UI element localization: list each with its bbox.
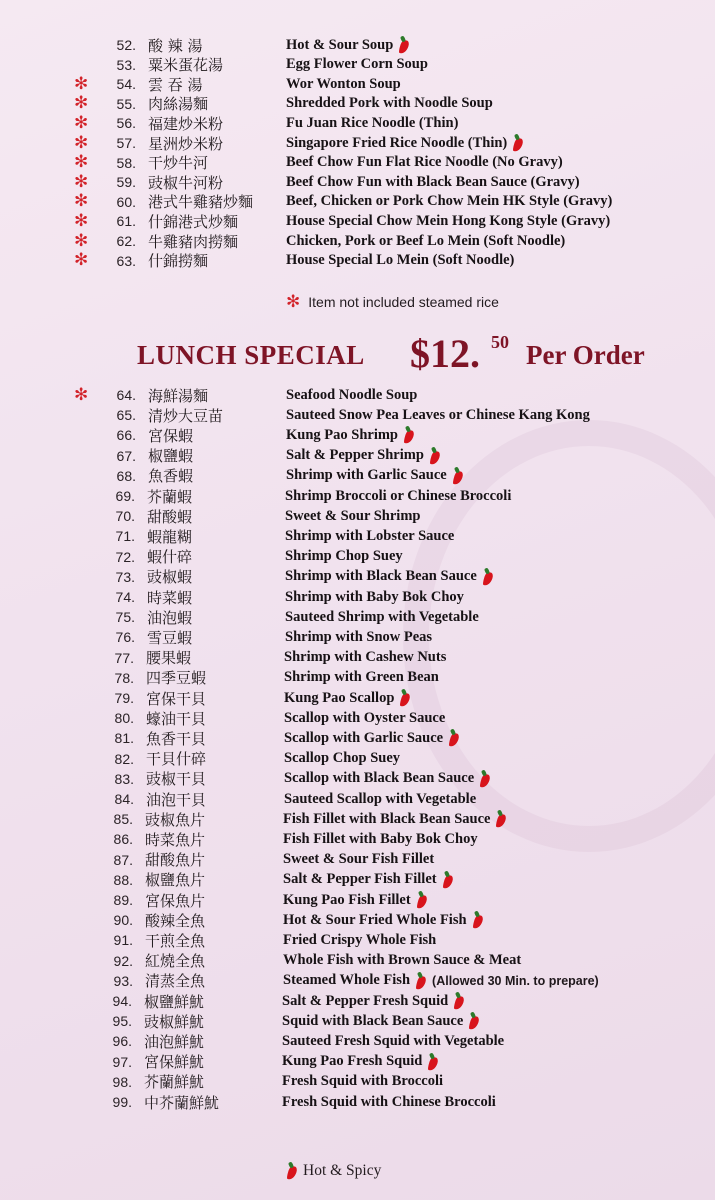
menu-item (74, 230, 566, 251)
menu-item (96, 1072, 443, 1092)
item-english-name: Hot & Sour Soup (286, 36, 394, 53)
item-english-name: Salt & Pepper Fresh Squid (282, 992, 449, 1009)
item-number: 63. (116, 252, 136, 269)
item-chinese-name: 油泡蝦 (147, 608, 193, 627)
item-english-name: Shrimp with Green Bean (284, 669, 439, 686)
item-number: 56. (116, 115, 136, 132)
item-english-name: Shrimp Chop Suey (285, 548, 403, 565)
item-english-name: Scallop Chop Suey (284, 750, 401, 767)
chili-pepper-icon (482, 568, 493, 586)
item-number: 88. (113, 871, 133, 888)
menu-item (96, 1092, 496, 1112)
item-number: 99. (112, 1094, 132, 1110)
asterisk-icon: ✻ (74, 112, 89, 133)
item-chinese-name: 甜酸蝦 (147, 507, 193, 526)
item-chinese-name: 甜酸魚片 (145, 851, 206, 870)
item-number: 92. (113, 952, 133, 969)
menu-item (74, 191, 613, 212)
item-number: 74. (115, 589, 135, 605)
menu-item (97, 951, 521, 971)
item-english-name: Fried Crispy Whole Fish (283, 931, 437, 948)
item-chinese-name: 中芥蘭鮮魷 (144, 1093, 220, 1112)
item-chinese-name: 紅燒全魚 (145, 952, 206, 971)
footnote (286, 292, 499, 312)
item-chinese-name: 蝦什碎 (147, 548, 193, 567)
item-english-name: Shrimp with Snow Peas (285, 628, 433, 645)
chili-pepper-icon (512, 134, 523, 152)
item-number: 90. (113, 912, 133, 929)
menu-item (96, 1011, 479, 1031)
item-number: 70. (115, 508, 135, 525)
item-chinese-name: 港式牛雞豬炒麵 (148, 193, 254, 212)
item-english-name: Kung Pao Scallop (284, 689, 395, 706)
item-chinese-name: 椒鹽蝦 (148, 447, 194, 466)
chili-pepper-icon (416, 891, 427, 909)
item-english-name: Beef, Chicken or Pork Chow Mein HK Style (Gravy) (286, 193, 613, 210)
item-chinese-name: 宮保鮮魷 (144, 1053, 205, 1072)
item-english-name: Fu Juan Rice Noodle (Thin) (286, 114, 459, 131)
menu-item (100, 55, 428, 75)
lunch-special-heading (137, 330, 697, 378)
item-english-name: Singapore Fried Rice Noodle (Thin) (286, 134, 508, 151)
item-number: 64. (116, 387, 136, 403)
chili-pepper-icon (398, 36, 409, 54)
item-chinese-name: 椒鹽鮮魷 (144, 992, 205, 1011)
item-note: (Allowed 30 Min. to prepare) (432, 973, 599, 988)
menu-item (74, 152, 563, 173)
menu-item (98, 728, 459, 748)
menu-item (97, 890, 427, 910)
item-number: 82. (114, 750, 134, 767)
asterisk-icon: ✻ (74, 152, 89, 173)
menu-item (96, 991, 464, 1011)
item-chinese-name: 豉椒魚片 (145, 810, 206, 829)
menu-item (97, 971, 599, 991)
price-suffix: Per Order (526, 340, 645, 370)
chili-pepper-icon (472, 911, 483, 929)
menu-item (98, 648, 446, 668)
menu-item (98, 708, 445, 728)
item-english-name: Shrimp with Baby Bok Choy (285, 588, 464, 605)
item-number: 58. (116, 154, 136, 171)
item-number: 83. (114, 770, 134, 787)
item-number: 98. (112, 1073, 132, 1090)
item-number: 81. (114, 730, 134, 747)
menu-item (98, 688, 410, 708)
item-chinese-name: 豉椒鮮魷 (144, 1012, 205, 1031)
item-english-name: House Special Lo Mein (Soft Noodle) (286, 252, 515, 269)
item-number: 79. (114, 690, 134, 706)
item-chinese-name: 福建炒米粉 (148, 114, 224, 133)
item-english-name: Kung Pao Fresh Squid (282, 1053, 423, 1070)
chili-pepper-icon (286, 1162, 297, 1180)
item-english-name: Steamed Whole Fish (283, 972, 411, 989)
item-number: 54. (116, 76, 136, 93)
asterisk-icon: ✻ (74, 250, 89, 271)
menu-item (100, 466, 463, 486)
item-number: 55. (116, 95, 136, 112)
item-number: 72. (115, 548, 135, 565)
item-english-name: Shrimp Broccoli or Chinese Broccoli (285, 487, 512, 504)
legend-text: Hot & Spicy (303, 1162, 382, 1179)
item-chinese-name: 雪豆蝦 (147, 628, 193, 647)
item-number: 67. (116, 447, 136, 464)
item-english-name: Seafood Noodle Soup (286, 386, 418, 403)
item-english-name: Kung Pao Shrimp (286, 426, 398, 443)
item-english-name: Shrimp with Black Bean Sauce (285, 568, 477, 585)
item-chinese-name: 豉椒牛河粉 (148, 173, 224, 192)
menu-item (100, 446, 440, 466)
item-chinese-name: 油泡干貝 (146, 790, 207, 809)
item-chinese-name: 宮保干貝 (146, 689, 207, 708)
asterisk-icon: ✻ (74, 384, 89, 405)
item-english-name: Sauteed Fresh Squid with Vegetable (282, 1032, 505, 1049)
item-number: 78. (114, 669, 134, 686)
item-number: 89. (113, 892, 133, 908)
item-number: 80. (114, 710, 134, 727)
menu-item (98, 789, 476, 809)
item-number: 68. (116, 467, 136, 484)
item-number: 52. (116, 37, 136, 53)
menu-item (74, 93, 493, 114)
menu-item (74, 210, 611, 231)
item-english-name: Fish Fillet with Baby Bok Choy (283, 830, 478, 847)
item-chinese-name: 魚香干貝 (146, 729, 207, 748)
menu-item (99, 587, 464, 607)
item-number: 71. (115, 528, 135, 545)
item-english-name: Sauteed Scallop with Vegetable (284, 790, 477, 807)
item-english-name: Shrimp with Garlic Sauce (286, 467, 447, 484)
item-chinese-name: 酸辣全魚 (145, 911, 206, 930)
item-chinese-name: 魚香蝦 (148, 467, 194, 486)
item-english-name: Salt & Pepper Shrimp (286, 447, 424, 464)
item-number: 95. (112, 1013, 132, 1030)
item-chinese-name: 牛雞豬肉撈麵 (148, 232, 239, 251)
chili-pepper-icon (442, 871, 453, 889)
item-chinese-name: 星洲炒米粉 (148, 134, 224, 153)
item-english-name: Sauteed Snow Pea Leaves or Chinese Kang Kong (286, 406, 590, 423)
item-number: 76. (115, 629, 135, 646)
item-number: 97. (112, 1053, 132, 1070)
item-english-name: Sweet & Sour Shrimp (285, 507, 421, 524)
item-number: 60. (116, 193, 136, 210)
item-english-name: Sauteed Shrimp with Vegetable (285, 608, 479, 625)
item-number: 87. (113, 851, 133, 868)
menu-item (100, 405, 590, 425)
item-chinese-name: 蠔油干貝 (146, 709, 207, 728)
item-chinese-name: 時菜蝦 (147, 588, 193, 607)
item-english-name: Salt & Pepper Fish Fillet (283, 871, 437, 888)
item-number: 59. (116, 174, 136, 191)
chili-pepper-icon (453, 992, 464, 1010)
item-chinese-name: 雲 吞 湯 (148, 75, 203, 94)
item-english-name: Hot & Sour Fried Whole Fish (283, 911, 467, 928)
chili-pepper-icon (427, 1053, 438, 1071)
menu-item (97, 910, 483, 930)
footnote-text: Item not included steamed rice (308, 294, 499, 310)
item-english-name: Wor Wonton Soup (286, 75, 401, 92)
item-english-name: Scallop with Oyster Sauce (284, 709, 446, 726)
item-chinese-name: 海鮮湯麵 (148, 386, 209, 405)
item-number: 93. (113, 972, 133, 989)
lunch-special-label: LUNCH SPECIAL (137, 340, 365, 370)
asterisk-icon: ✻ (74, 230, 89, 251)
item-chinese-name: 清炒大豆苗 (148, 406, 224, 425)
item-number: 75. (115, 609, 135, 626)
item-chinese-name: 什錦港式炒麵 (148, 212, 239, 231)
menu-item (97, 829, 478, 849)
menu-item (74, 171, 580, 192)
chili-pepper-icon (429, 447, 440, 465)
item-chinese-name: 豉椒蝦 (147, 568, 193, 587)
item-english-name: Shrimp with Cashew Nuts (284, 649, 447, 666)
item-number: 91. (113, 932, 133, 949)
item-number: 84. (114, 791, 134, 807)
item-english-name: Kung Pao Fish Fillet (283, 891, 411, 908)
asterisk-icon: ✻ (74, 191, 89, 212)
item-english-name: Shredded Pork with Noodle Soup (286, 95, 493, 112)
price-cents: 50 (491, 332, 509, 352)
item-english-name: House Special Chow Mein Hong Kong Style (Gravy) (286, 212, 611, 229)
item-english-name: Beef Chow Fun with Black Bean Sauce (Gravy) (286, 173, 580, 190)
item-english-name: Chicken, Pork or Beef Lo Mein (Soft Noodle) (286, 232, 566, 249)
menu-item (97, 809, 506, 829)
item-english-name: Squid with Black Bean Sauce (282, 1012, 464, 1029)
menu-item (74, 112, 459, 133)
item-number: 69. (115, 488, 135, 504)
menu-item (99, 526, 454, 546)
item-chinese-name: 時菜魚片 (145, 830, 206, 849)
item-chinese-name: 宮保蝦 (148, 426, 194, 445)
menu-item (74, 132, 523, 153)
item-chinese-name: 肉絲湯麵 (148, 95, 209, 114)
item-chinese-name: 蝦龍糊 (147, 527, 193, 546)
item-chinese-name: 清蒸全魚 (145, 972, 206, 991)
item-number: 77. (114, 649, 134, 666)
item-number: 57. (116, 135, 136, 151)
item-number: 66. (116, 427, 136, 444)
asterisk-icon: ✻ (74, 171, 89, 192)
menu-item (96, 1031, 504, 1051)
menu-item (98, 769, 490, 789)
menu-item (99, 627, 432, 647)
item-english-name: Scallop with Black Bean Sauce (284, 770, 475, 787)
item-chinese-name: 宮保魚片 (145, 891, 206, 910)
item-english-name: Whole Fish with Brown Sauce & Meat (283, 952, 522, 969)
item-english-name: Egg Flower Corn Soup (286, 56, 428, 73)
chili-pepper-icon (452, 467, 463, 485)
asterisk-icon: ✻ (74, 132, 89, 153)
chili-pepper-icon (479, 770, 490, 788)
item-number: 62. (116, 233, 136, 249)
menu-item (97, 870, 453, 890)
menu-item (74, 73, 401, 94)
menu-item (74, 250, 515, 271)
item-number: 85. (113, 811, 133, 828)
item-english-name: Scallop with Garlic Sauce (284, 729, 444, 746)
item-chinese-name: 芥蘭鮮魷 (144, 1073, 205, 1092)
item-chinese-name: 豉椒干貝 (146, 770, 207, 789)
item-english-name: Fresh Squid with Chinese Broccoli (282, 1093, 496, 1110)
item-english-name: Beef Chow Fun Flat Rice Noodle (No Gravy) (286, 154, 563, 171)
item-number: 94. (112, 993, 132, 1009)
item-chinese-name: 干煎全魚 (145, 931, 206, 950)
menu-item (99, 486, 511, 506)
item-chinese-name: 油泡鮮魷 (144, 1032, 205, 1051)
item-number: 65. (116, 407, 136, 424)
asterisk-icon: ✻ (74, 210, 89, 231)
item-number: 86. (113, 831, 133, 848)
menu-item (97, 930, 436, 950)
menu-item (100, 35, 409, 55)
item-chinese-name: 粟米蛋花湯 (148, 56, 224, 75)
item-english-name: Shrimp with Lobster Sauce (285, 527, 455, 544)
menu-item (100, 425, 414, 445)
item-number: 61. (116, 213, 136, 230)
menu-item (96, 1052, 438, 1072)
chili-pepper-icon (399, 689, 410, 707)
chili-pepper-icon (448, 729, 459, 747)
item-chinese-name: 干炒牛河 (148, 154, 209, 173)
menu-item (99, 547, 403, 567)
item-number: 53. (116, 56, 136, 73)
chili-pepper-icon (415, 972, 426, 990)
asterisk-icon: ✻ (286, 292, 301, 312)
menu-item (98, 749, 400, 769)
chili-pepper-icon (468, 1012, 479, 1030)
item-chinese-name: 什錦撈麵 (148, 252, 209, 271)
legend (286, 1162, 381, 1180)
menu-item (98, 668, 439, 688)
item-number: 96. (112, 1033, 132, 1050)
menu-item (74, 384, 418, 405)
item-chinese-name: 芥蘭蝦 (147, 487, 193, 506)
item-number: 73. (115, 568, 135, 585)
item-english-name: Sweet & Sour Fish Fillet (283, 851, 435, 868)
item-english-name: Fresh Squid with Broccoli (282, 1073, 444, 1090)
item-chinese-name: 四季豆蝦 (146, 669, 207, 688)
item-chinese-name: 椒鹽魚片 (145, 871, 206, 890)
menu-item (97, 850, 434, 870)
chili-pepper-icon (495, 810, 506, 828)
asterisk-icon: ✻ (74, 73, 89, 94)
item-english-name: Fish Fillet with Black Bean Sauce (283, 810, 491, 827)
item-chinese-name: 腰果蝦 (146, 649, 192, 668)
menu-item (99, 567, 493, 587)
asterisk-icon: ✻ (74, 93, 89, 114)
menu-item (99, 506, 420, 526)
item-chinese-name: 干貝什碎 (146, 750, 207, 769)
item-chinese-name: 酸 辣 湯 (148, 36, 203, 55)
menu-item (99, 607, 479, 627)
price-dollar: $12. (410, 331, 480, 376)
chili-pepper-icon (403, 426, 414, 444)
